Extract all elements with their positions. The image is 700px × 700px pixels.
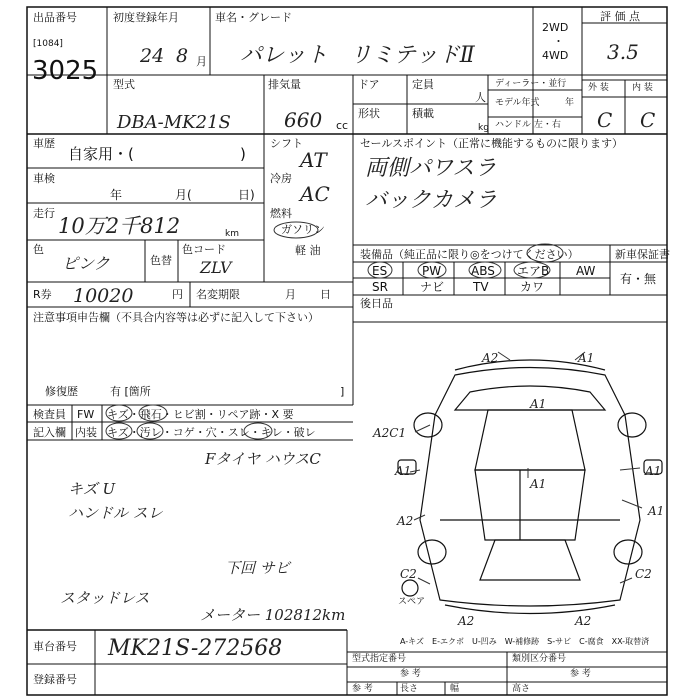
year-unit: 年 — [565, 98, 575, 108]
mileage-label: 走行 — [33, 207, 55, 220]
inspection-month: 月( — [175, 188, 192, 202]
score-label: 評 価 点 — [600, 10, 640, 23]
diagram-label: A1 — [578, 351, 595, 365]
equip-abs: ABS — [471, 264, 495, 278]
person-unit: 人 — [475, 91, 486, 104]
exterior-label: 外 装 — [588, 83, 609, 93]
chassis-value: MK21S-272568 — [108, 636, 283, 661]
color-value: ピンク — [62, 254, 110, 273]
interior-items: キズ・汚レ・コゲ・穴・スレ・キレ・破レ — [107, 426, 316, 439]
equip-tv: TV — [473, 280, 489, 294]
door-label: ドア — [358, 78, 380, 91]
dealer-label: ディーラー・並行 — [495, 79, 567, 89]
color-code-label: 色コード — [182, 243, 226, 256]
diagram-label: A2C1 — [373, 426, 407, 440]
retrofit-label: 後日品 — [360, 297, 393, 310]
warranty-value: 有・無 — [620, 272, 657, 286]
equip-navi: ナビ — [420, 280, 445, 294]
recycle-value: 10020 — [73, 285, 134, 307]
shift-value: AT — [300, 148, 327, 172]
first-reg-label: 初度登録年月 — [113, 11, 179, 24]
recycle-label: R券 — [33, 288, 52, 301]
equip-pw: PW — [422, 264, 442, 278]
inspection-year: 年 — [110, 188, 123, 202]
remark-scratch: キズ U — [68, 480, 116, 498]
drive-2wd: 2WD — [542, 21, 569, 34]
length-label: 長さ — [400, 684, 419, 694]
model-value: DBA-MK21S — [117, 112, 231, 133]
inspection-label: 車検 — [33, 172, 55, 185]
equip-airbag: エアB — [517, 264, 550, 278]
reference-label-left: 参 考 — [400, 669, 421, 679]
history-close: ) — [240, 145, 246, 163]
interior-grade: C — [640, 108, 656, 132]
selling-points-label: セールスポイント（正常に機能するものに限ります） — [360, 137, 624, 150]
load-label: 積載 — [412, 107, 434, 120]
displacement-label: 排気量 — [268, 78, 301, 91]
fuel-label: 燃料 — [270, 207, 292, 220]
displacement-unit: cc — [336, 119, 349, 132]
remark-meter: メーター 102812km — [200, 606, 346, 624]
first-reg-year: 24 — [140, 45, 165, 67]
equip-es: ES — [372, 264, 388, 278]
chassis-label: 車台番号 — [33, 640, 77, 653]
diagram-label: A1 — [395, 464, 412, 478]
mileage-value: 10万2千812 — [58, 214, 181, 238]
inspector-label-1: 検査員 — [33, 408, 66, 421]
diagram-label: A2 — [482, 351, 499, 365]
yen-unit: 円 — [172, 288, 183, 301]
equipment-label: 装備品（純正品に限り◎をつけてください） — [360, 248, 579, 261]
fw-items: キズ・飛石・ヒビ割・リペア跡・X 要 — [107, 408, 294, 421]
fuel-light-oil: 軽 油 — [295, 244, 321, 257]
drive-4wd: 4WD — [542, 49, 569, 62]
handle-label: ハンドル 左・右 — [495, 120, 561, 130]
diagram-label: A2 — [397, 514, 414, 528]
exterior-grade: C — [597, 108, 613, 132]
model-year-label: モデル年式 — [495, 98, 540, 108]
remark-studless: スタッドレス — [60, 589, 150, 607]
warranty-label: 新車保証書 — [615, 248, 670, 261]
selling-point-1: 両側パワスラ — [365, 156, 497, 181]
month-unit: 月 — [196, 55, 207, 68]
diagram-label: A1 — [648, 504, 665, 518]
fw-label: FW — [77, 408, 95, 421]
lot-label: 出品番号 — [33, 11, 77, 24]
first-reg-month: 8 — [176, 45, 189, 67]
ac-label: 冷房 — [270, 172, 292, 185]
spare-label: スペア — [398, 597, 426, 607]
legend-text: A-キズ E-エクボ U-凹み W-補修跡 S-サビ C-腐食 XX-取替済 — [400, 637, 650, 646]
mileage-unit: km — [225, 229, 239, 239]
diagram-label: A1 — [645, 464, 662, 478]
interior-label: 内 装 — [632, 83, 653, 93]
equip-sr: SR — [372, 280, 388, 294]
registration-label: 登録番号 — [33, 673, 77, 686]
inspection-day: 日) — [238, 188, 255, 202]
type-designation-label: 型式指定番号 — [352, 654, 407, 664]
color-change-label: 色替 — [150, 254, 172, 267]
shape-label: 形状 — [358, 107, 380, 120]
diagram-label: A2 — [458, 614, 475, 628]
class-label: 類別区分番号 — [512, 654, 567, 664]
equip-leather: カワ — [520, 280, 545, 294]
height-label: 高さ — [512, 684, 531, 694]
displacement-value: 660 — [284, 108, 323, 132]
width-label: 幅 — [450, 684, 460, 694]
lot-number: 3025 — [32, 56, 99, 86]
remark-underbody: 下回 サビ — [225, 559, 290, 577]
inspector-label-2: 記入欄 — [33, 426, 66, 439]
reference-label-bottom: 参 考 — [352, 684, 373, 694]
car-name-label: 車名・グレード — [215, 11, 292, 24]
kg-unit: kg — [478, 123, 489, 133]
repair-value: 有 [箇所 — [110, 385, 151, 398]
shift-label: シフト — [270, 137, 303, 150]
remark-handle: ハンドル スレ — [68, 504, 163, 522]
color-code-value: ZLV — [200, 258, 232, 277]
equip-aw: AW — [576, 264, 596, 278]
diagram-label: A1 — [530, 477, 547, 491]
score-value: 3.5 — [607, 40, 639, 64]
reference-label-right: 参 考 — [570, 669, 591, 679]
interior-items-label: 内装 — [75, 426, 97, 439]
selling-point-2: バックカメラ — [365, 188, 498, 213]
lot-sub: [1084] — [33, 39, 63, 49]
diagram-label: A2 — [575, 614, 592, 628]
diagram-label: C2 — [400, 567, 417, 581]
history-label: 車歴 — [33, 137, 55, 150]
repair-label: 修復歴 — [45, 385, 78, 398]
name-change-day: 日 — [320, 288, 331, 301]
name-change-label: 名変期限 — [196, 288, 240, 301]
repair-close: ] — [340, 385, 345, 398]
model-label: 型式 — [113, 78, 135, 91]
diagram-label: A1 — [530, 397, 547, 411]
history-value: 自家用・( — [68, 145, 134, 163]
remark-front-tire: Fタイヤ ハウスC — [205, 450, 321, 468]
ac-value: AC — [300, 182, 330, 206]
diagram-label: C2 — [635, 567, 652, 581]
name-change-month: 月 — [285, 288, 296, 301]
notes-label: 注意事項申告欄（不具合内容等は必ずに記入して下さい） — [33, 311, 319, 324]
fuel-gasoline: ガソリン — [281, 223, 325, 236]
drive-dot: ・ — [553, 35, 564, 48]
car-name: パレット リミテッドⅡ — [240, 43, 475, 68]
color-label: 色 — [33, 243, 44, 256]
capacity-label: 定員 — [412, 78, 434, 91]
